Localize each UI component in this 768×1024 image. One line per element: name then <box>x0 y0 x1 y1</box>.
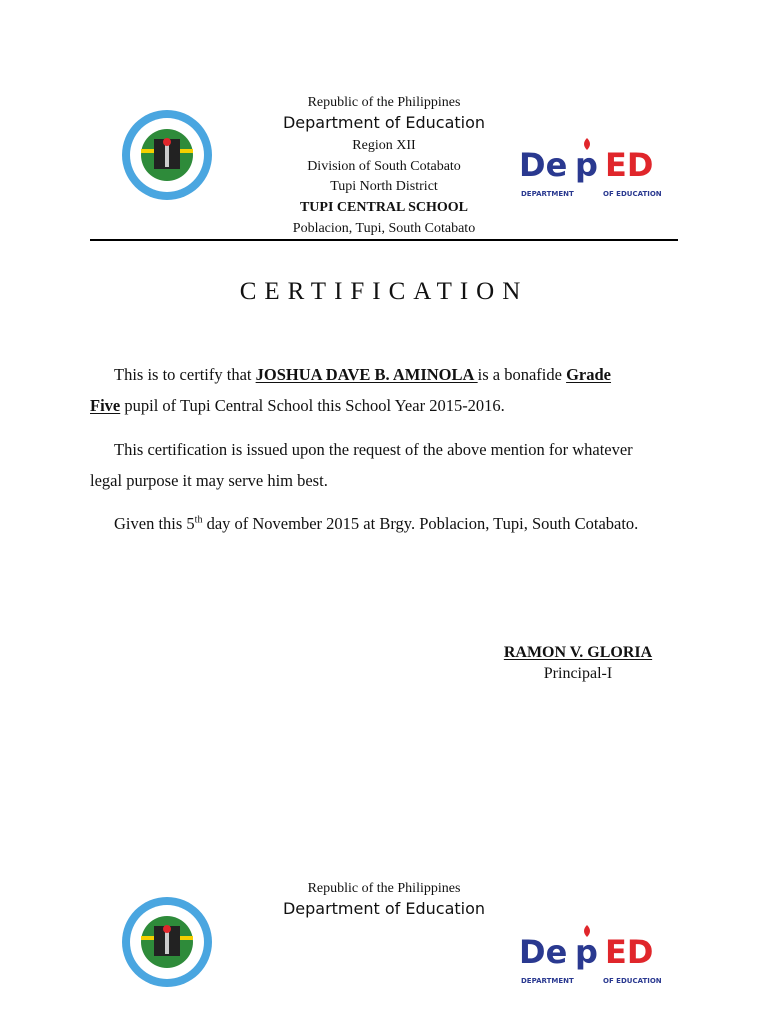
school-address: Poblacion, Tupi, South Cotabato <box>292 221 476 236</box>
grade-level: Five <box>90 396 121 415</box>
paragraph-2-line-1: This certification is issued upon the request of the above mention for whatever <box>114 440 633 459</box>
district-text: Tupi North District <box>330 179 438 194</box>
department-text: Department of Education <box>282 113 486 132</box>
paragraph-3 <box>114 514 714 534</box>
text: Given this 5 <box>114 514 195 533</box>
region-text: Region XII <box>352 138 416 153</box>
grade-level: Grade <box>566 365 612 384</box>
svg-text:DEPARTMENT: DEPARTMENT <box>521 977 574 985</box>
text: is a bonafide <box>477 365 567 384</box>
paragraph-1-line-2 <box>90 396 690 416</box>
footer-republic-text: Republic of the Philippines <box>307 881 461 896</box>
svg-text:p: p <box>575 146 598 184</box>
footer-department-text: Department of Education <box>282 899 486 918</box>
text: This is to certify that <box>114 365 256 384</box>
signatory-position: Principal-I <box>543 665 613 682</box>
svg-text:OF EDUCATION: OF EDUCATION <box>603 190 662 198</box>
svg-text:p: p <box>575 933 598 971</box>
deped-logo <box>519 923 671 987</box>
paragraph-1-line-1 <box>114 365 714 385</box>
svg-text:De: De <box>519 933 568 971</box>
svg-text:ED: ED <box>605 933 654 971</box>
text: day of November 2015 at Brgy. Poblacion, Tupi, South Cotabato. <box>202 514 639 533</box>
svg-text:ED: ED <box>605 146 654 184</box>
signatory-name <box>478 643 678 662</box>
header-divider <box>90 239 678 241</box>
text: pupil of Tupi Central School this School Year 2015-2016. <box>120 396 505 415</box>
svg-text:OF EDUCATION: OF EDUCATION <box>603 977 662 985</box>
document-title: CERTIFICATION <box>239 278 529 305</box>
division-text: Division of South Cotabato <box>307 159 461 174</box>
republic-text: Republic of the Philippines <box>307 95 461 110</box>
svg-text:DEPARTMENT: DEPARTMENT <box>521 190 574 198</box>
ordinal-suffix: th <box>194 514 203 526</box>
student-name: JOSHUA DAVE B. AMINOLA <box>255 365 478 384</box>
signatory-name-text: RAMON V. GLORIA <box>503 644 653 661</box>
paragraph-2-line-2: legal purpose it may serve him best. <box>90 471 328 490</box>
svg-text:De: De <box>519 146 568 184</box>
school-name: TUPI CENTRAL SCHOOL <box>299 200 469 215</box>
